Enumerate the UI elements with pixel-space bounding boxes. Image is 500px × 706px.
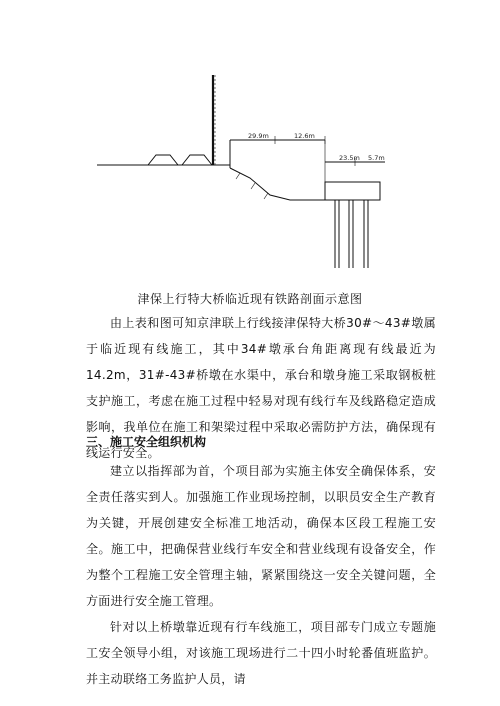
body-paragraph: 针对以上桥墩靠近现有行车线施工，项目部专门成立专题施工安全领导小组，对该施工现场进行二十四小时轮番值班监护。并主动联络工务监护人员，请 xyxy=(86,620,436,686)
railway-cross-section-diagram xyxy=(0,0,500,285)
track-ballast-right xyxy=(182,155,212,165)
body-paragraph: 建立以指挥部为首，个项目部为实施主体安全确保体系，安全责任落实到人。加强施工作业现场控制，以职员安全生产教育为关键，开展创建安全标准工地活动，确保本区段工程施工安全。施工中，把确保营业线行车安全和营业线现有设备安全，作为整个工程施工安全管理主轴，紧紧围绕这一安全关键问题，全方面进行安全施工管理。 xyxy=(86,464,436,608)
track-ballast-left xyxy=(148,155,178,165)
body-paragraph: 由上表和图可知京津联上行线接津保特大桥30#～43#墩属于临近现有线施工，其中34#墩承台角距离现有线最近为14.2m，31#-43#桥墩在水渠中，承台和墩身施工采取钢板桩支护施工，考虑在施工过程中轻易对现有线行车及线路稳定造成影响，我单位在施工和架梁过程中采取必需防护方法，确保现有线运行安全。 xyxy=(86,316,436,460)
cross-section-drawing xyxy=(0,0,500,285)
embankment-slope xyxy=(230,168,325,200)
dimension-label: 12.6m xyxy=(294,132,315,140)
section-heading: 三、施工安全组织机构 xyxy=(86,435,207,449)
pile-cap xyxy=(325,182,380,200)
figure-caption: 津保上行特大桥临近现有铁路剖面示意图 xyxy=(137,292,363,306)
dimension-label: 23.5m xyxy=(339,154,360,162)
dimension-label: 29.9m xyxy=(248,132,269,140)
dimension-label: 5.7m xyxy=(368,154,385,162)
